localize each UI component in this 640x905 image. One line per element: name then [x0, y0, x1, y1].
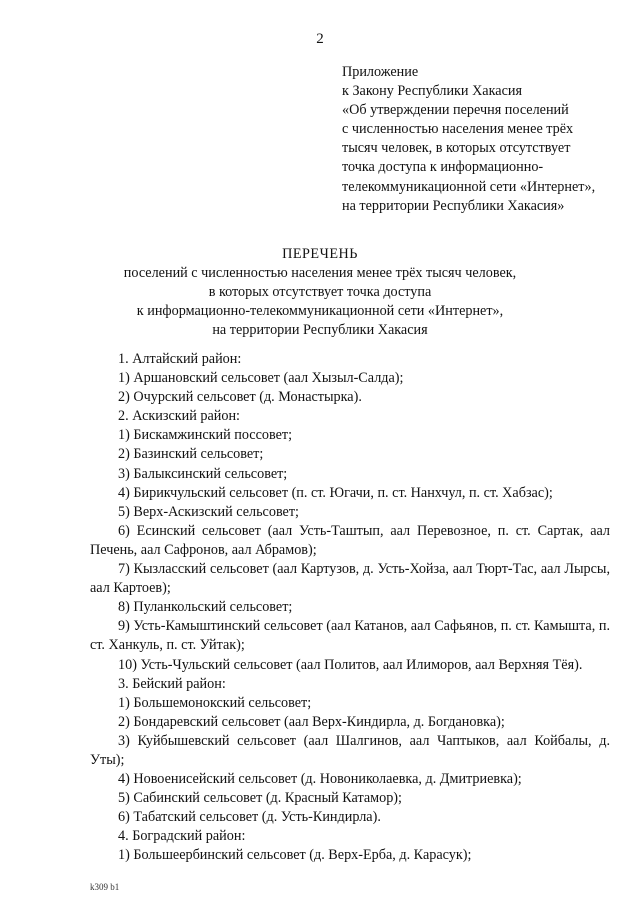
- list-item: 1. Алтайский район:: [118, 351, 242, 367]
- list-item: 3. Бейский район:: [118, 675, 226, 692]
- appendix-line: с численностью населения менее трёх: [342, 121, 574, 138]
- list-item: 3) Куйбышевский сельсовет (аал Шалгинов, аал Чаптыков, аал Койбалы, д. Уты);: [90, 732, 610, 768]
- list-item: 1) Большеербинский сельсовет (д. Верх-Ерба, д. Карасук);: [118, 847, 472, 864]
- list-item: 5) Сабинский сельсовет (д. Красный Катамор);: [118, 790, 402, 807]
- heading-line: на территории Республики Хакасия: [212, 322, 428, 339]
- appendix-line: на территории Республики Хакасия»: [342, 197, 565, 214]
- list-item: 1) Аршановский сельсовет (аал Хызыл-Салда);: [118, 370, 404, 387]
- appendix-line: «Об утверждении перечня поселений: [342, 102, 569, 119]
- list-item: 1) Бискамжинский поссовет;: [118, 427, 293, 444]
- settlements-list: [90, 350, 610, 866]
- list-item: 10) Усть-Чульский сельсовет (аал Политов, аал Илиморов, аал Верхняя Тёя).: [118, 656, 583, 673]
- page-number: 2: [316, 31, 324, 47]
- list-item: 2) Очурский сельсовет (д. Монастырка).: [118, 389, 362, 406]
- document-heading: [0, 245, 640, 340]
- appendix-line: тысяч человек, в которых отсутствует: [342, 140, 571, 157]
- list-item: 8) Пуланкольский сельсовет;: [118, 599, 293, 616]
- heading-line: к информационно-телекоммуникационной сети «Интернет»,: [136, 303, 504, 320]
- heading-line: поселений с численностью населения менее трёх тысяч человек,: [123, 265, 517, 282]
- list-item: 7) Кызласский сельсовет (аал Картузов, д. Усть-Хойза, аал Тюрт-Тас, аал Лырсы, аал Картоев);: [90, 561, 610, 597]
- appendix-note: [342, 63, 632, 216]
- list-item: 1) Большемонокский сельсовет;: [118, 694, 312, 711]
- list-item: 2) Базинский сельсовет;: [118, 446, 264, 463]
- list-item: 6) Табатский сельсовет (д. Усть-Киндирла).: [118, 809, 381, 826]
- list-item: 4) Новоенисейский сельсовет (д. Новониколаевка, д. Дмитриевка);: [118, 771, 522, 788]
- footer-code: k309 b1: [90, 882, 120, 892]
- appendix-line: Приложение: [342, 64, 419, 80]
- list-item: 4) Бирикчульский сельсовет (п. ст. Югачи, п. ст. Нанхчул, п. ст. Хабзас);: [118, 484, 553, 501]
- list-item: 5) Верх-Аскизский сельсовет;: [118, 503, 300, 520]
- list-item: 9) Усть-Камыштинский сельсовет (аал Катанов, аал Сафьянов, п. ст. Камышта, п. ст. Ханкуль, п. ст. Уйтак);: [90, 618, 610, 654]
- list-item: 4. Боградский район:: [118, 828, 246, 845]
- appendix-line: телекоммуникационной сети «Интернет»,: [342, 178, 596, 195]
- list-item: 2. Аскизский район:: [118, 408, 240, 425]
- heading-line: в которых отсутствует точка доступа: [208, 284, 432, 301]
- appendix-line: точка доступа к информационно-: [342, 159, 544, 176]
- document-title: ПЕРЕЧЕНЬ: [282, 246, 358, 262]
- list-item: 2) Бондаревский сельсовет (аал Верх-Киндирла, д. Богдановка);: [118, 713, 505, 730]
- appendix-line: к Закону Республики Хакасия: [342, 83, 522, 100]
- list-item: 3) Балыксинский сельсовет;: [118, 465, 288, 482]
- list-item: 6) Есинский сельсовет (аал Усть-Таштып, аал Перевозное, п. ст. Сартак, аал Печень, аал Сафронов, аал Абрамов);: [90, 522, 610, 558]
